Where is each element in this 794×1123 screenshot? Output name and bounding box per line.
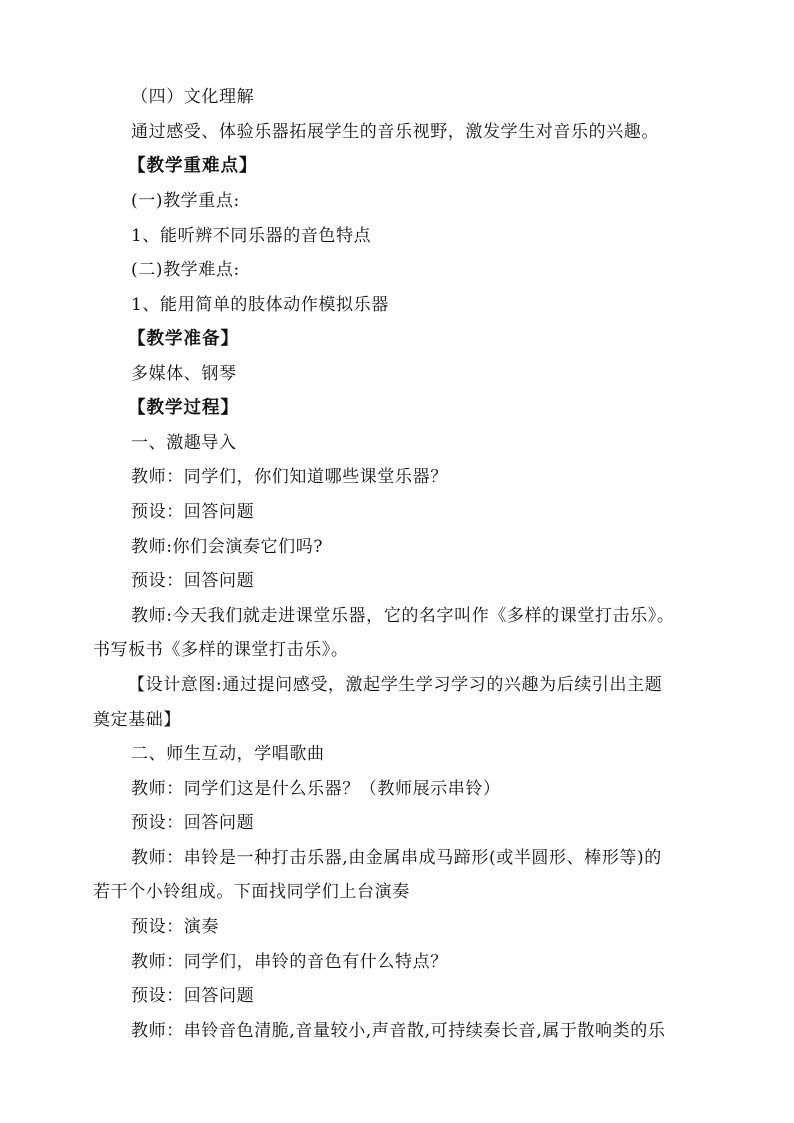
- dialogue-line: 预设：回答问题: [131, 986, 255, 1006]
- dialogue-line-continuation: 若干个小铃组成。下面找同学们上台演奏: [93, 882, 410, 902]
- dialogue-line: 预设：回答问题: [131, 571, 255, 591]
- subheading-key-points: (一)教学重点:: [131, 191, 240, 211]
- dialogue-line: 预设：回答问题: [131, 502, 255, 522]
- paragraph-culture-goal: 通过感受、体验乐器拓展学生的音乐视野，激发学生对音乐的兴趣。: [131, 122, 659, 142]
- difficult-point-item: 1、能用简单的肢体动作模拟乐器: [131, 295, 389, 315]
- heading-teaching-process: 【教学过程】: [128, 398, 239, 418]
- dialogue-line: 教师：串铃是一种打击乐器,由金属串成马蹄形(或半圆形、棒形等)的: [131, 848, 662, 868]
- dialogue-line: 预设：回答问题: [131, 813, 255, 833]
- key-point-item: 1、能听辨不同乐器的音色特点: [131, 226, 372, 246]
- heading-key-difficult-points: 【教学重难点】: [128, 156, 258, 176]
- heading-teaching-preparation: 【教学准备】: [128, 329, 239, 349]
- dialogue-line: 教师:今天我们就走进课堂乐器，它的名字叫作《多样的课堂打击乐》。: [131, 606, 675, 626]
- dialogue-line: 教师：同学们，串铃的音色有什么特点？: [131, 952, 448, 972]
- preparation-materials: 多媒体、钢琴: [131, 364, 237, 384]
- dialogue-line: 预设：演奏: [131, 917, 219, 937]
- dialogue-line: 教师：同学们这是什么乐器？（教师展示串铃）: [131, 779, 501, 799]
- design-intent-note-continuation: 奠定基础】: [93, 710, 181, 730]
- section-culture-understanding: （四）文化理解: [131, 87, 255, 107]
- dialogue-line: 教师：串铃音色清脆,音量较小,声音散,可持续奏长音,属于散响类的乐: [131, 1021, 666, 1041]
- step-one-title: 一、激趣导入: [131, 433, 237, 453]
- step-two-title: 二、师生互动，学唱歌曲: [131, 744, 325, 764]
- subheading-difficult-points: (二)教学难点:: [131, 260, 240, 280]
- dialogue-line: 教师：同学们，你们知道哪些课堂乐器？: [131, 467, 448, 487]
- dialogue-line: 教师:你们会演奏它们吗?: [131, 537, 324, 557]
- design-intent-note: 【设计意图:通过提问感受，激起学生学习学习的兴趣为后续引出主题: [128, 675, 663, 695]
- dialogue-line-continuation: 书写板书《多样的课堂打击乐》。: [93, 640, 349, 660]
